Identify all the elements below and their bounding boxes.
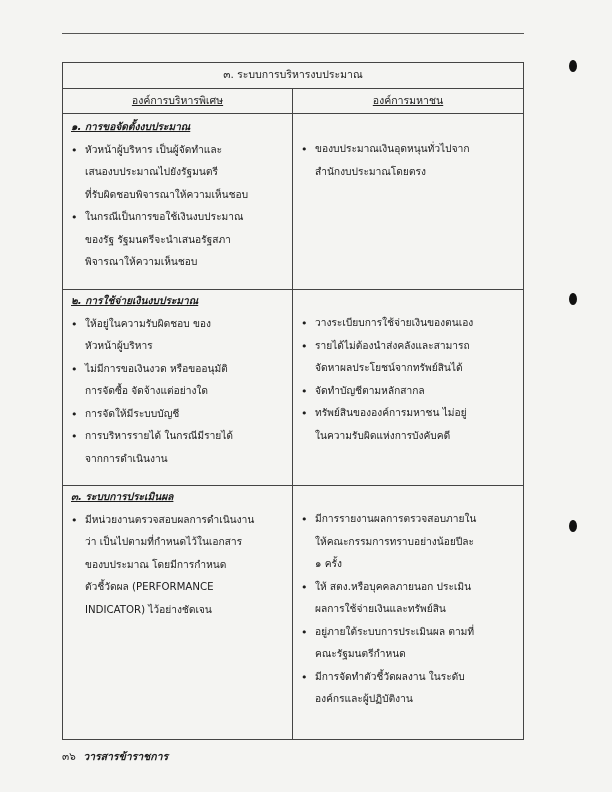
list-item: • รายได้ไม่ต้องนำส่งคลังและสามารถ จัดหาผลประโยชน์จากทรัพย์สินได้ [301,336,519,381]
section-3-heading: ๓. ระบบการประเมินผล [71,492,174,503]
section-1-left [71,117,285,275]
section-2-left [71,291,285,471]
page-number: ๓๖ [62,751,76,763]
column-divider [292,89,293,740]
list-item: • วางระเบียบการใช้จ่ายเงินของตนเอง [301,313,519,336]
list-item: • หัวหน้าผู้บริหาร เป็นผู้จัดทำและ เสนองบประมาณไปยังรัฐมนตรี ที่รับผิดชอบพิจารณาให้ความเห็นชอบ [71,140,285,208]
list-item: • มีหน่วยงานตรวจสอบผลการดำเนินงาน ว่า เป็นไปตามที่กำหนดไว้ในเอกสาร ของบประมาณ โดยมีการกำหนด ตัวชี้วัดผล (PERFORMANCE INDICATOR) ไว้อย่างชัดเจน [71,510,285,623]
journal-name: วารสารข้าราชการ [83,751,169,763]
section-separator [63,485,523,486]
section-2-heading: ๒. การใช้จ่ายเงินงบประมาณ [71,296,199,307]
list-item: • การจัดให้มีระบบบัญชี [71,404,285,427]
list-item: • การบริหารรายได้ ในกรณีมีรายได้ จากการดำเนินงาน [71,426,285,471]
punch-hole [569,293,577,305]
section-3-left [71,487,285,622]
section-1-right [301,139,519,184]
list-item: • ให้ สตง.หรือบุคคลภายนอก ประเมิน ผลการใช้จ่ายเงินและทรัพย์สิน [301,577,519,622]
list-item: • ของบประมาณเงินอุดหนุนทั่วไปจาก สำนักงบประมาณโดยตรง [301,139,519,184]
punch-hole [569,60,577,72]
list-item: • ไม่มีการขอเงินงวด หรือขออนุมัติ การจัดซื้อ จัดจ้างแต่อย่างใด [71,359,285,404]
list-item: • ทรัพย์สินขององค์การมหาชน ไม่อยู่ ในความรับผิดแห่งการบังคับคดี [301,403,519,448]
punch-hole [569,520,577,532]
header-separator [63,113,523,114]
section-1-heading: ๑. การขอจัดตั้งงบประมาณ [71,122,191,133]
table-title: ๓. ระบบการบริหารงบประมาณ [63,63,523,89]
section-separator [63,289,523,290]
col-header-right: องค์การมหาชน [372,95,444,107]
list-item: • ให้อยู่ในความรับผิดชอบ ของ หัวหน้าผู้บริหาร [71,314,285,359]
section-3-right [301,509,519,712]
list-item: • มีการรายงานผลการตรวจสอบภายใน ให้คณะกรรมการทราบอย่างน้อยปีละ ๑ ครั้ง [301,509,519,577]
top-rule [62,33,524,34]
section-2-right [301,313,519,448]
comparison-table [62,62,524,740]
col-header-left: องค์การบริหารพิเศษ [131,95,224,107]
page-footer [62,748,168,765]
list-item: • อยู่ภายใต้ระบบการประเมินผล ตามที่ คณะรัฐมนตรีกำหนด [301,622,519,667]
list-item: • จัดทำบัญชีตามหลักสากล [301,381,519,404]
list-item: • มีการจัดทำตัวชี้วัดผลงาน ในระดับ องค์กรและผู้ปฏิบัติงาน [301,667,519,712]
list-item: • ในกรณีเป็นการขอใช้เงินงบประมาณ ของรัฐ รัฐมนตรีจะนำเสนอรัฐสภา พิจารณาให้ความเห็นชอบ [71,207,285,275]
